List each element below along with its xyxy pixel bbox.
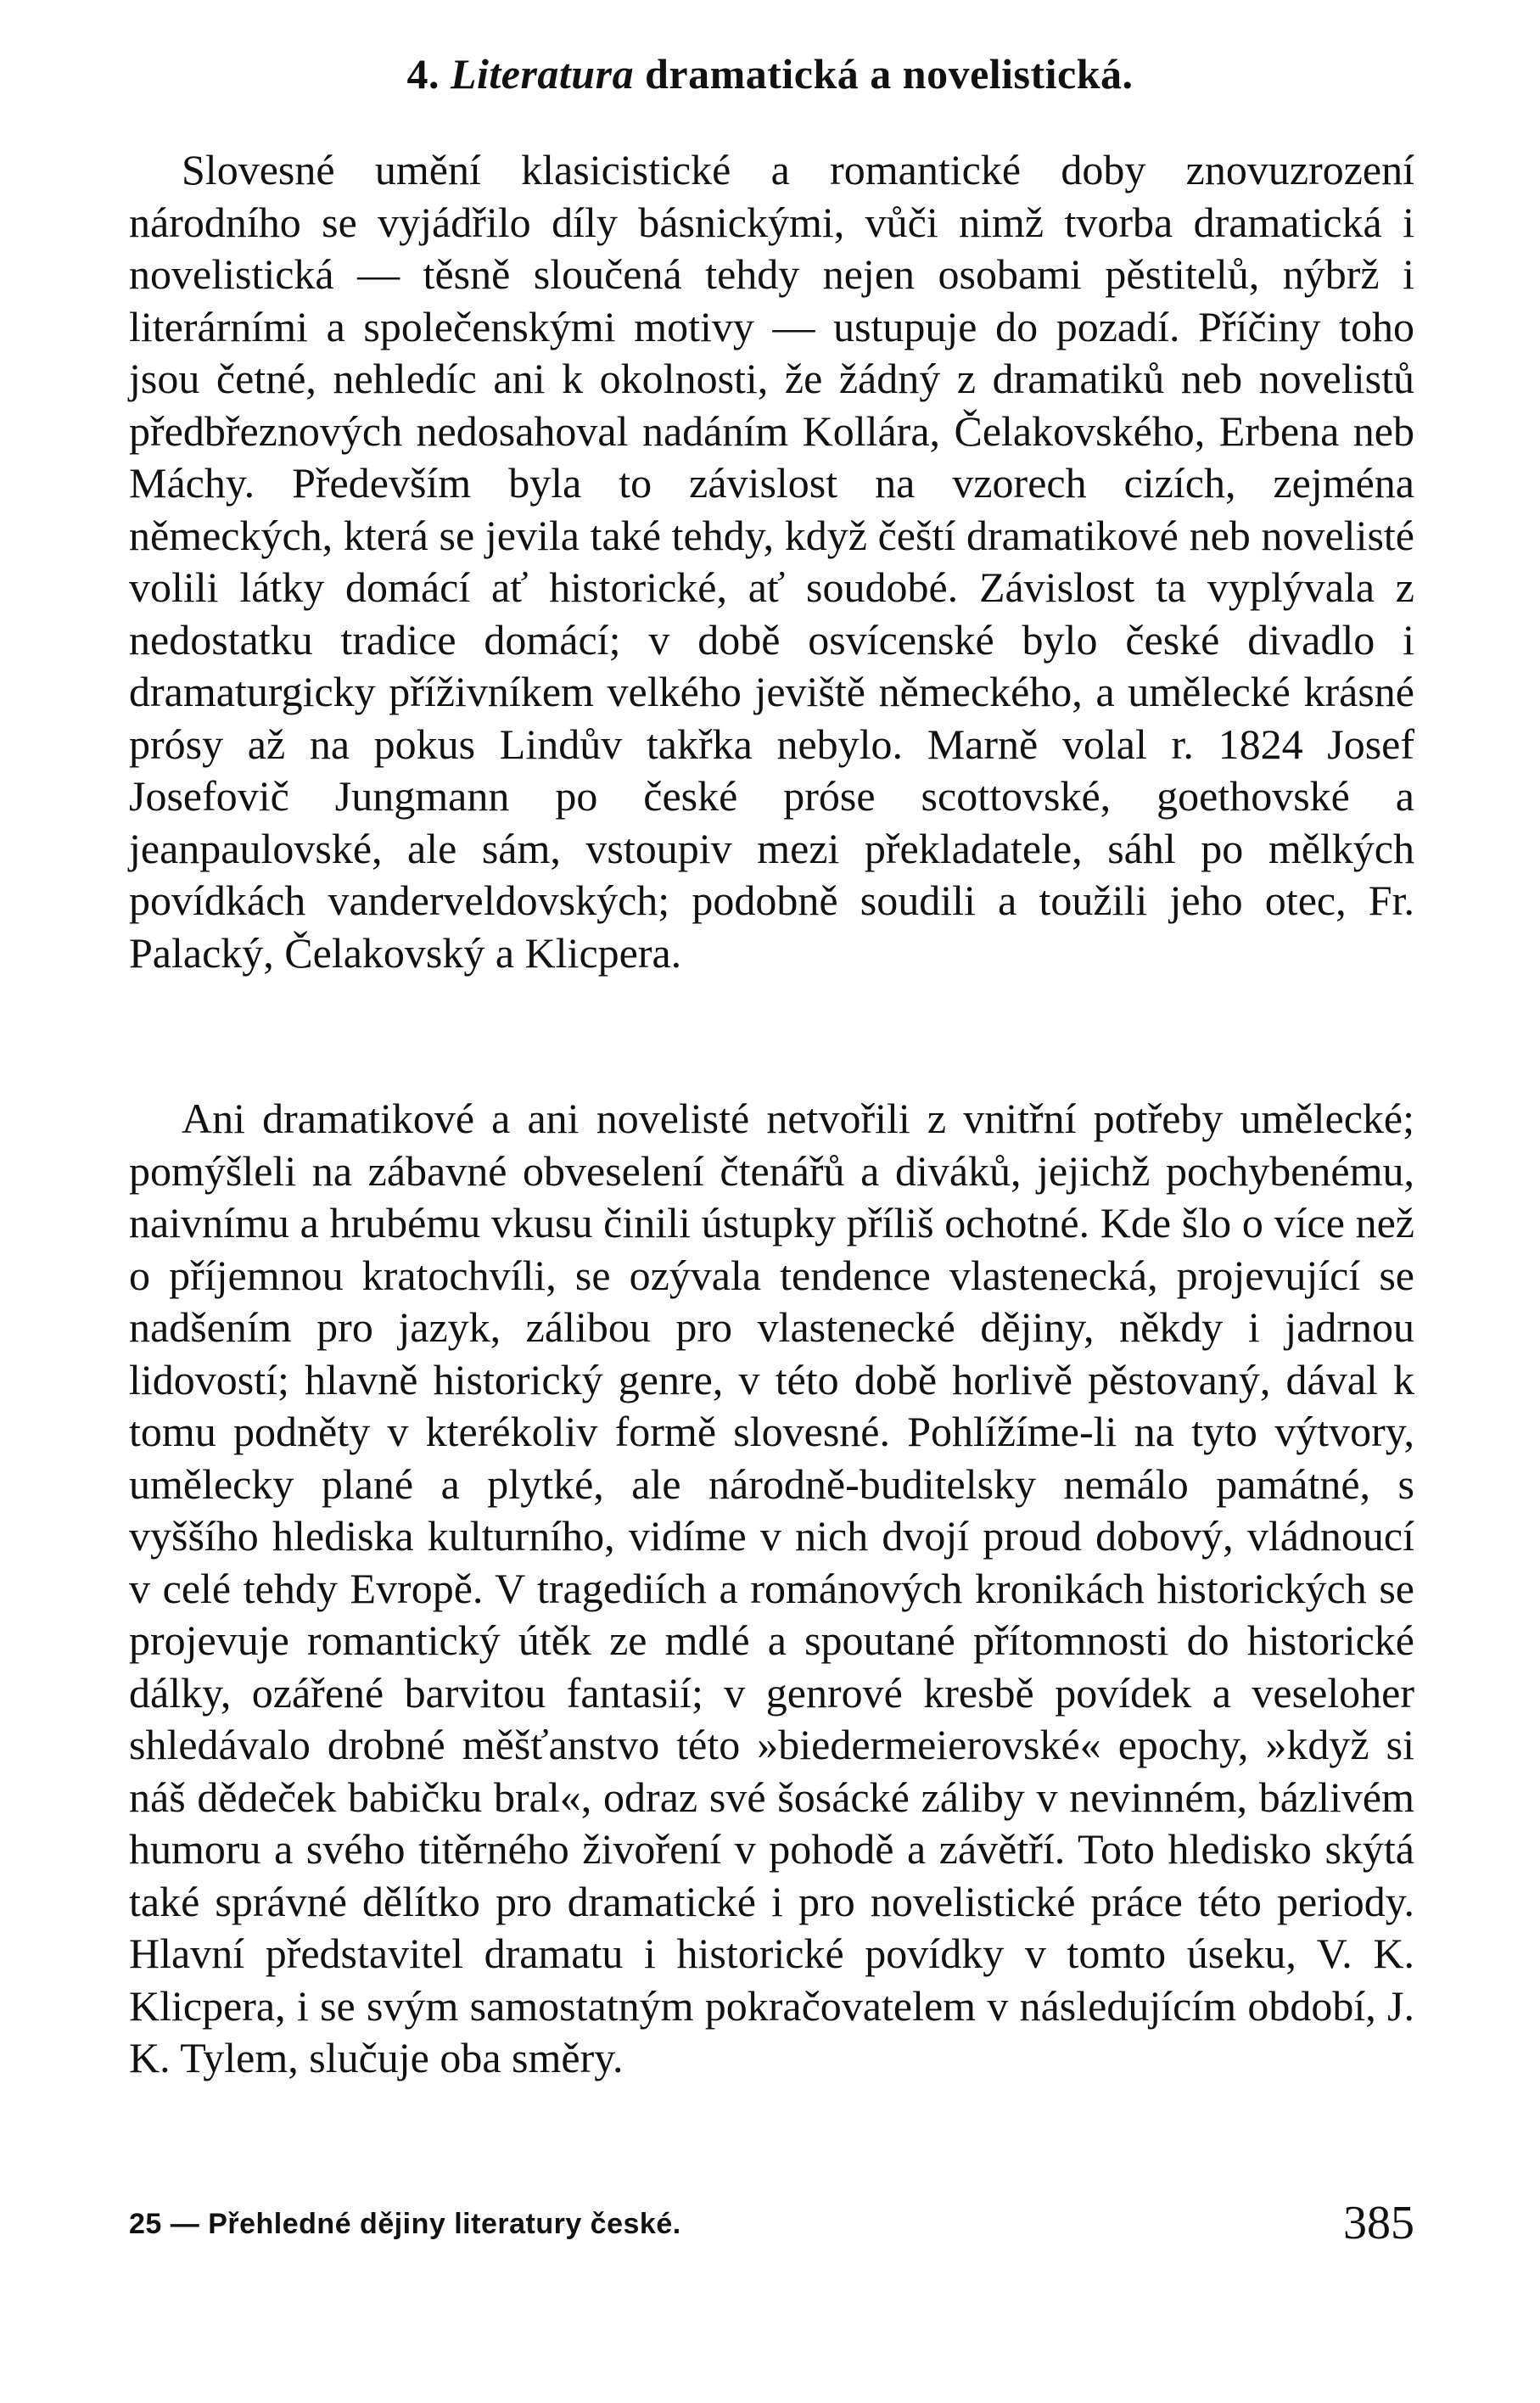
page-number: 385 (1343, 2197, 1414, 2249)
section-heading (0, 49, 1540, 98)
printer-signature: 25 — Přehledné dějiny literatury české. (129, 2208, 681, 2240)
section-number: 4. (406, 50, 440, 98)
page-footer (129, 2196, 1414, 2255)
paragraph-1: Slovesné umění klasicistické a romantické doby znovuzrození národního se vyjádřilo díly básnickými, vůči nimž tvorba dramatická i novelistická — těsně sloučená tehdy nejen osobami pěstitelů, nýbrž i literárními a společenskými motivy — ustupuje do pozadí. Příčiny toho jsou četné, nehledíc ani k okolnosti, že žádný z dramatiků neb novelistů předbřeznových nedosahoval nadáním Kollára, Čelakovského, Erbena neb Máchy. Především byla to závislost na vzorech cizích, zejména německých, která se jevila také tehdy, když čeští dramatikové neb novelisté volili látky domácí ať historické, ať soudobé. Závislost ta vyplývala z nedostatku tradice domácí; v době osvícenské bylo české divadlo i dramaturgicky příživníkem velkého jeviště německého, a umělecké krásné prósy až na pokus Lindův takřka nebylo. Marně volal r. 1824 Josef Josefovič Jungmann po české próse scottovské, goethovské a jeanpaulovské, ale sám, vstoupiv mezi překladatele, sáhl po mělkých povídkách vanderveldovských; podobně soudili a toužili jeho otec, Fr. Palacký, Čelakovský a Klicpera. (129, 146, 1414, 977)
section-title-italic: Literatura (450, 50, 635, 98)
section-title-rest: dramatická a novelistická. (645, 50, 1134, 98)
paragraph-2: Ani dramatikové a ani novelisté netvořili z vnitřní potřeby umělecké; pomýšleli na zábavné obveselení čtenářů a diváků, jejichž pochybenému, naivnímu a hrubému vkusu činili ústupky příliš ochotné. Kde šlo o více než o příjemnou kratochvíli, se ozývala tendence vlastenecká, projevující se nadšením pro jazyk, zálibou pro vlastenecké dějiny, někdy i jadrnou lidovostí; hlavně historický genre, v této době horlivě pěstovaný, dával k tomu podněty v kterékoliv formě slovesné. Pohlížíme-li na tyto výtvory, umělecky plané a plytké, ale národně-buditelsky nemálo památné, s vyššího hlediska kulturního, vidíme v nich dvojí proud dobový, vládnoucí v celé tehdy Evropě. V tragediích a románových kronikách historických se projevuje romantický útěk ze mdlé a spoutané přítomnosti do historické dálky, ozářené barvitou fantasií; v genrové kresbě povídek a veseloher shledávalo drobné měšťanstvo této »biedermeierovské« epochy, »když si náš dědeček babičku bral«, odraz své šosácké záliby v nevinném, bázlivém humoru a svého titěrného živoření v pohodě a závětří. Toto hledisko skýtá také správné dělítko pro dramatické i pro novelistické práce této periody. Hlavní představitel dramatu i historické povídky v tomto úseku, V. K. Klicpera, i se svým samostatným pokračovatelem v následujícím období, J. K. Tylem, slučuje oba směry. (129, 1095, 1414, 2081)
